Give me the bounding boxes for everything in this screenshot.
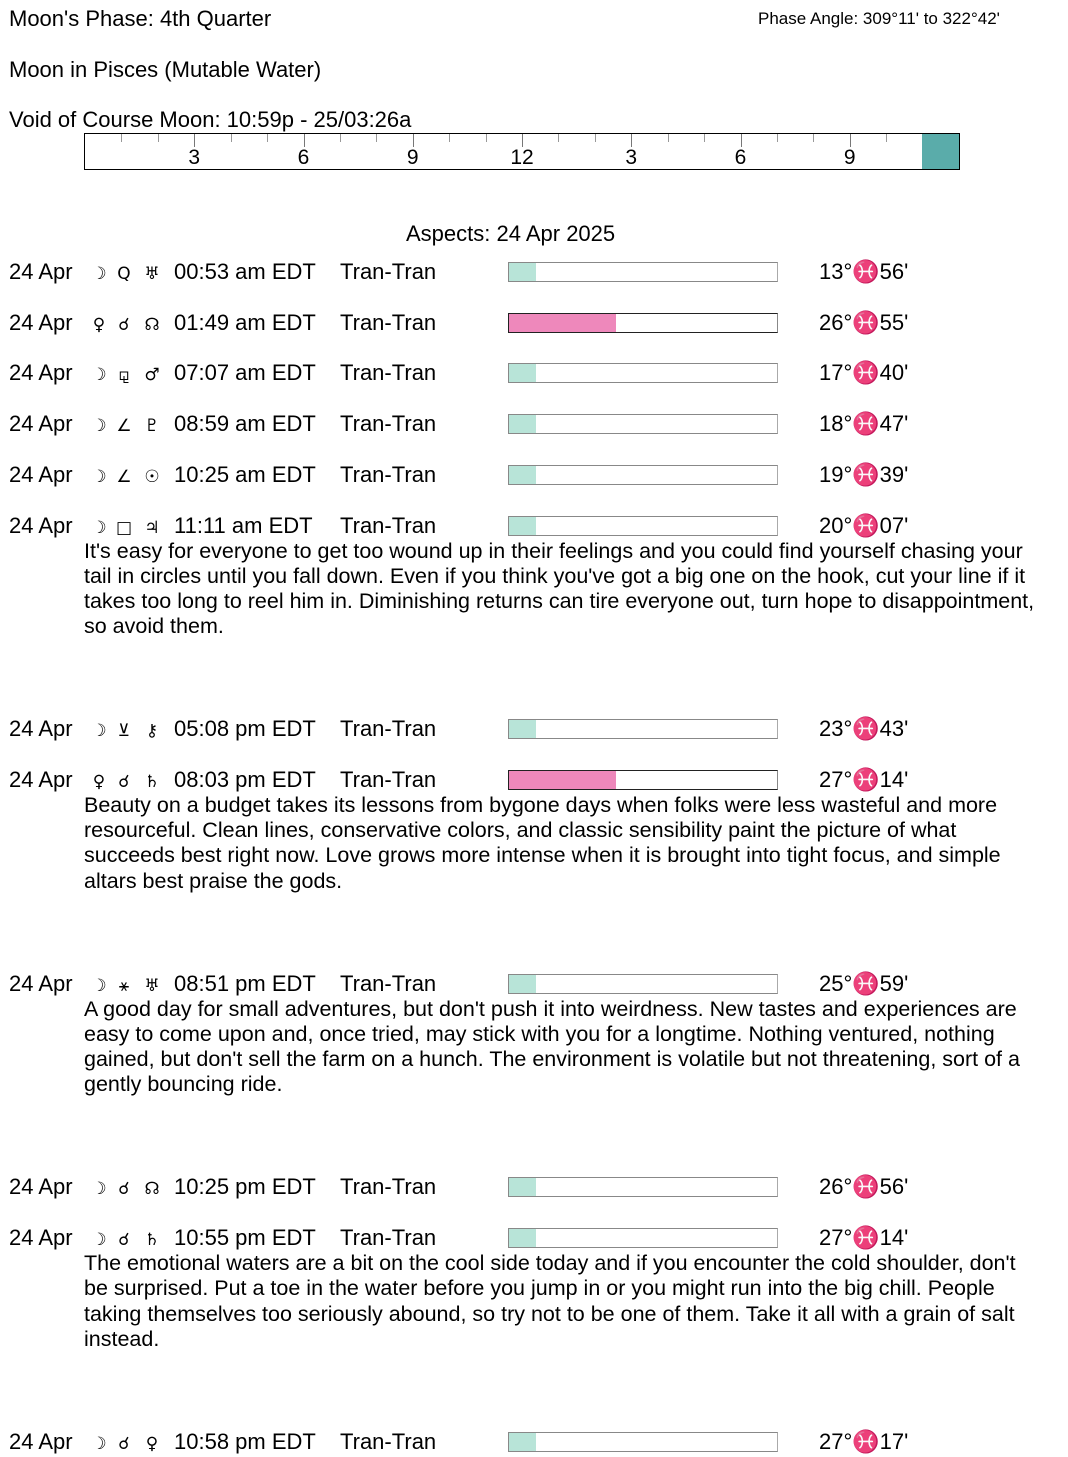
venus-icon: ♀ bbox=[145, 1433, 159, 1454]
aspect-strength-bar bbox=[508, 1228, 778, 1248]
hour-tick bbox=[813, 134, 814, 142]
aspect-position: 17°♓40' bbox=[819, 360, 909, 386]
moon-icon: ☽ bbox=[91, 721, 107, 742]
semisquare-icon: ∠ bbox=[116, 466, 132, 487]
aspect-strength-bar bbox=[508, 262, 778, 282]
aspect-type: Tran-Tran bbox=[340, 1428, 437, 1454]
aspect-position: 19°♓39' bbox=[819, 461, 909, 487]
aspect-type: Tran-Tran bbox=[340, 766, 437, 792]
hour-tick bbox=[486, 134, 487, 142]
aspect-strength-fill bbox=[509, 415, 536, 433]
aspect-time: 01:49 am EDT bbox=[174, 309, 316, 335]
aspect-strength-fill bbox=[509, 720, 536, 738]
quintile-icon: Q bbox=[117, 264, 131, 284]
aspect-type: Tran-Tran bbox=[340, 970, 437, 996]
hour-tick-label: 3 bbox=[625, 146, 638, 169]
aspect-type: Tran-Tran bbox=[340, 512, 437, 538]
aspect-interpretation: Beauty on a budget takes its lessons from bygone days when folks were less wasteful and more resourceful. Clean lines, conservative colors, and classic sensibility paint the picture of what succeeds best right now. Love grows more intense when it is brought into tight focus, and simple altars best praise the gods. bbox=[84, 792, 1001, 893]
moon-icon: ☽ bbox=[91, 365, 107, 386]
hour-tick bbox=[267, 134, 268, 142]
void-of-course-label: Void of Course Moon: 10:59p - 25/03:26a bbox=[9, 107, 412, 132]
aspect-date: 24 Apr bbox=[9, 716, 73, 742]
aspect-type: Tran-Tran bbox=[340, 1225, 437, 1250]
aspect-date: 24 Apr bbox=[9, 512, 73, 538]
aspect-type: Tran-Tran bbox=[340, 411, 437, 437]
aspect-strength-fill bbox=[509, 1229, 536, 1247]
north-node-icon: ☊ bbox=[144, 1179, 160, 1200]
aspect-time: 10:58 pm EDT bbox=[174, 1428, 316, 1454]
sun-icon: ☉ bbox=[144, 466, 160, 487]
chiron-icon: ⚷ bbox=[145, 721, 159, 742]
aspect-strength-bar bbox=[508, 313, 778, 333]
aspect-strength-fill bbox=[509, 314, 616, 332]
moon-sign-label: Moon in Pisces (Mutable Water) bbox=[9, 57, 322, 82]
aspect-position: 26°♓56' bbox=[819, 1174, 909, 1200]
aspect-strength-bar bbox=[508, 1177, 778, 1197]
aspect-date: 24 Apr bbox=[9, 309, 73, 335]
hour-tick bbox=[158, 134, 159, 142]
aspect-type: Tran-Tran bbox=[340, 360, 437, 386]
aspect-date: 24 Apr bbox=[9, 1428, 73, 1454]
aspect-time: 11:11 am EDT bbox=[174, 512, 313, 538]
aspect-time: 08:51 pm EDT bbox=[174, 970, 316, 996]
conjunction-icon: ☌ bbox=[118, 1179, 130, 1200]
aspect-time: 10:25 am EDT bbox=[174, 461, 316, 487]
square-icon: □ bbox=[115, 517, 133, 538]
hour-tick bbox=[558, 134, 559, 142]
semisquare-icon: ∠ bbox=[116, 416, 132, 437]
aspect-strength-fill bbox=[509, 1178, 536, 1196]
aspect-type: Tran-Tran bbox=[340, 461, 437, 487]
hour-tick bbox=[231, 134, 232, 142]
sesquiquadrate-icon: ⚼ bbox=[118, 365, 130, 386]
aspect-date: 24 Apr bbox=[9, 360, 73, 386]
hour-tick-label: 9 bbox=[843, 146, 856, 169]
voc-period-block bbox=[922, 134, 959, 169]
moon-icon: ☽ bbox=[91, 517, 107, 538]
pluto-icon: ♇ bbox=[144, 416, 160, 437]
aspect-strength-bar bbox=[508, 1432, 778, 1452]
aspect-interpretation: The emotional waters are a bit on the cool side today and if you encounter the cold shoulder, don't be surprised. Put a toe in the water before you jump in or you might run into the big chill. People taking themselves too seriously abound, so try not to be one of them. Take it all with a grain of salt instead. bbox=[84, 1251, 1016, 1351]
hour-tick-label: 12 bbox=[510, 146, 534, 169]
aspect-date: 24 Apr bbox=[9, 1174, 73, 1200]
hour-tick bbox=[777, 134, 778, 142]
aspect-strength-fill bbox=[509, 263, 536, 281]
aspect-strength-fill bbox=[509, 771, 616, 789]
aspect-strength-fill bbox=[509, 364, 536, 382]
conjunction-icon: ☌ bbox=[118, 1433, 130, 1454]
aspect-strength-bar bbox=[508, 770, 778, 790]
hour-tick-label: 9 bbox=[406, 146, 419, 169]
aspect-strength-bar bbox=[508, 516, 778, 536]
jupiter-icon: ♃ bbox=[144, 517, 160, 538]
aspect-interpretation: A good day for small adventures, but don't push it into weirdness. New tastes and experiences are easy to come upon and, once tried, may stick with you for a longtime. Nothing ventured, nothing gained, but don't sell the farm on a hunch. The environment is volatile but not threatening, sort of a gently bouncing ride. bbox=[84, 996, 1020, 1097]
aspect-interpretation: It's easy for everyone to get too wound up in their feelings and you could find yourself chasing your tail in circles until you fall down. Even if you think you've got a big one on the hook, cut your line if it takes too long to reel him in. Diminishing returns can tire everyone out, turn hope to disappointment, so avoid them. bbox=[84, 538, 1035, 639]
hour-tick bbox=[886, 134, 887, 142]
hour-tick bbox=[340, 134, 341, 142]
aspect-position: 20°♓07' bbox=[819, 512, 909, 538]
aspect-strength-bar bbox=[508, 465, 778, 485]
aspect-date: 24 Apr bbox=[9, 1225, 73, 1250]
conjunction-icon: ☌ bbox=[118, 1230, 130, 1250]
aspect-position: 26°♓55' bbox=[819, 309, 909, 335]
aspect-date: 24 Apr bbox=[9, 411, 73, 437]
aspect-position: 13°♓56' bbox=[819, 259, 909, 284]
venus-icon: ♀ bbox=[92, 771, 106, 792]
moon-phase-label: Moon's Phase: 4th Quarter bbox=[9, 6, 272, 31]
semisextile-icon: ⊻ bbox=[117, 721, 131, 742]
hour-tick bbox=[704, 134, 705, 142]
aspect-strength-fill bbox=[509, 517, 536, 535]
aspect-type: Tran-Tran bbox=[340, 716, 437, 742]
hour-tick bbox=[595, 134, 596, 142]
hour-tick bbox=[668, 134, 669, 142]
north-node-icon: ☊ bbox=[144, 314, 160, 335]
aspect-time: 00:53 am EDT bbox=[174, 259, 316, 284]
aspect-time: 10:25 pm EDT bbox=[174, 1174, 316, 1200]
conjunction-icon: ☌ bbox=[118, 771, 130, 792]
moon-icon: ☽ bbox=[91, 264, 107, 284]
moon-icon: ☽ bbox=[91, 416, 107, 437]
moon-icon: ☽ bbox=[91, 1230, 107, 1250]
aspect-position: 27°♓14' bbox=[819, 766, 909, 792]
moon-icon: ☽ bbox=[91, 975, 107, 996]
conjunction-icon: ☌ bbox=[118, 314, 130, 335]
aspect-time: 07:07 am EDT bbox=[174, 360, 316, 386]
aspect-time: 08:59 am EDT bbox=[174, 411, 316, 437]
uranus-icon: ♅ bbox=[144, 975, 160, 996]
hour-tick-label: 6 bbox=[734, 146, 747, 169]
aspect-strength-fill bbox=[509, 1433, 536, 1451]
aspect-date: 24 Apr bbox=[9, 766, 73, 792]
moon-icon: ☽ bbox=[91, 1179, 107, 1200]
aspect-position: 25°♓59' bbox=[819, 970, 909, 996]
aspect-strength-bar bbox=[508, 363, 778, 383]
mars-icon: ♂ bbox=[144, 365, 160, 386]
aspect-strength-fill bbox=[509, 466, 536, 484]
aspect-position: 23°♓43' bbox=[819, 716, 909, 742]
aspect-time: 10:55 pm EDT bbox=[174, 1225, 316, 1250]
aspect-position: 27°♓17' bbox=[819, 1428, 909, 1454]
aspect-date: 24 Apr bbox=[9, 970, 73, 996]
aspect-type: Tran-Tran bbox=[340, 1174, 437, 1200]
aspect-strength-bar bbox=[508, 719, 778, 739]
aspect-type: Tran-Tran bbox=[340, 259, 437, 284]
sextile-icon: ⚹ bbox=[118, 975, 130, 996]
void-of-course-timeline bbox=[84, 133, 960, 170]
aspect-date: 24 Apr bbox=[9, 461, 73, 487]
aspect-type: Tran-Tran bbox=[340, 309, 437, 335]
phase-angle-label: Phase Angle: 309°11' to 322°42' bbox=[758, 9, 1000, 28]
aspect-strength-fill bbox=[509, 975, 536, 993]
hour-tick bbox=[376, 134, 377, 142]
hour-tick-label: 3 bbox=[188, 146, 201, 169]
aspect-date: 24 Apr bbox=[9, 259, 73, 284]
aspect-position: 27°♓14' bbox=[819, 1225, 909, 1250]
hour-tick bbox=[449, 134, 450, 142]
aspect-strength-bar bbox=[508, 974, 778, 994]
uranus-icon: ♅ bbox=[144, 264, 160, 284]
saturn-icon: ♄ bbox=[144, 1230, 160, 1250]
aspect-position: 18°♓47' bbox=[819, 411, 909, 437]
moon-icon: ☽ bbox=[91, 466, 107, 487]
aspects-title: Aspects: 24 Apr 2025 bbox=[406, 221, 616, 246]
hour-tick bbox=[121, 134, 122, 142]
moon-icon: ☽ bbox=[91, 1433, 107, 1454]
venus-icon: ♀ bbox=[92, 314, 106, 335]
aspect-time: 05:08 pm EDT bbox=[174, 716, 316, 742]
aspect-time: 08:03 pm EDT bbox=[174, 766, 316, 792]
saturn-icon: ♄ bbox=[144, 771, 160, 792]
aspect-strength-bar bbox=[508, 414, 778, 434]
hour-tick-label: 6 bbox=[297, 146, 310, 169]
